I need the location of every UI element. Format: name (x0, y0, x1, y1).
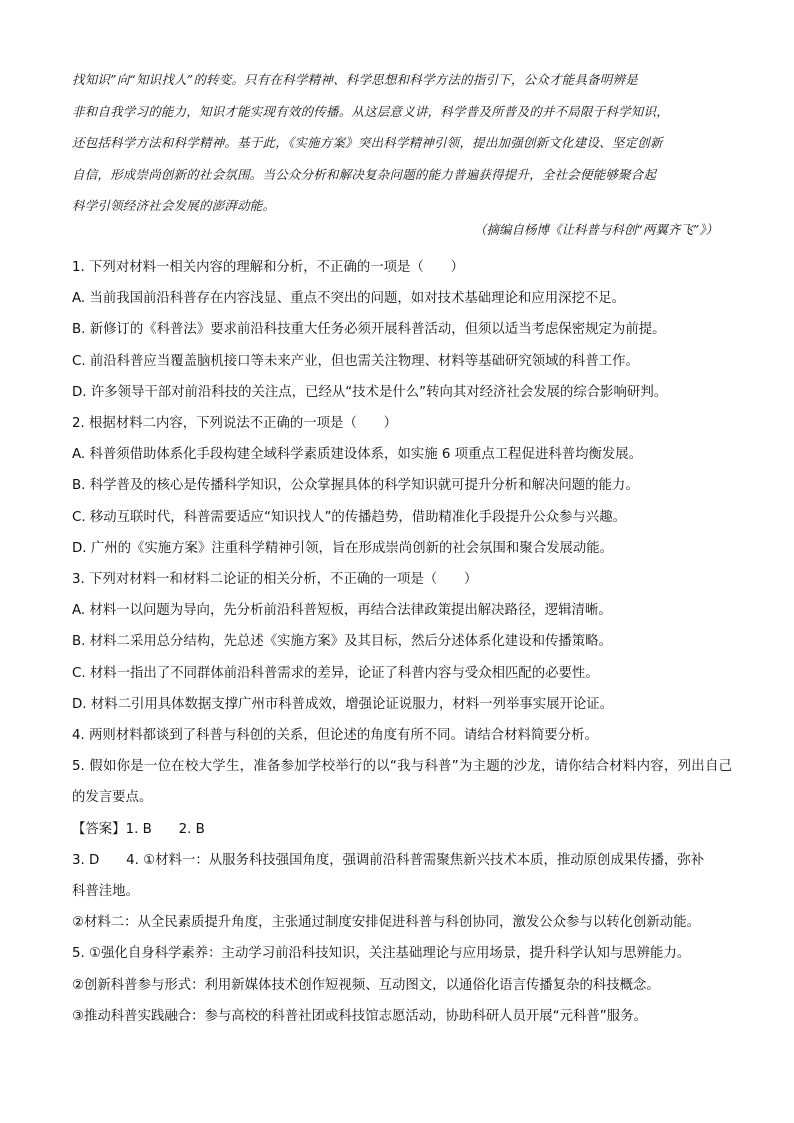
question-5-stem: 5. 假如你是一位在校大学生，准备参加学校举行的以“我与科普”为主题的沙龙，请你结合材料内容，列出自己的发言要点。 (72, 759, 732, 806)
question-3-option-d: D. 材料二引用具体数据支撑广州市科普成效，增强论证说服力，材料一列举事实展开论证。 (72, 696, 614, 712)
question-3-option-c: C. 材料一指出了不同群体前沿科普需求的差异，论证了科普内容与受众相匹配的必要性。 (72, 665, 599, 681)
question-2-option-a: A. 科普须借助体系化手段构建全域科学素质建设体系，如实施 6 项重点工程促进科普均衡发展。 (72, 447, 643, 463)
question-1-option-c: C. 前沿科普应当覆盖脑机接口等未来产业，但也需关注物理、材料等基础研究领域的科普工作。 (72, 353, 639, 369)
question-1-option-a: A. 当前我国前沿科普存在内容浅显、重点不突出的问题，如对技术基础理论和应用深挖不足。 (72, 291, 626, 307)
question-2-option-b: B. 科学普及的核心是传播科学知识，公众掌握具体的科学知识就可提升分析和解决问题的能力。 (72, 478, 639, 494)
question-1-option-d: D. 许多领导干部对前沿科技的关注点，已经从“技术是什么”转向其对经济社会发展的综合影响研判。 (72, 384, 668, 400)
question-3-option-a: A. 材料一以问题为导向，先分析前沿科普短板，再结合法律政策提出解决路径，逻辑清晰。 (72, 603, 612, 619)
answer-line-4: ②材料二：从全民素质提升角度，主张通过制度安排促进科普与科创协同，激发公众参与以转化创新动能。 (72, 915, 700, 931)
question-3-stem: 3. 下列对材料一和材料二论证的相关分析，不正确的一项是（ ） (72, 572, 478, 588)
answer-line-6: ②创新科普参与形式：利用新媒体技术创作短视频、互动图文，以通俗化语言传播复杂的科技概念。 (72, 977, 660, 993)
question-2-stem: 2. 根据材料二内容，下列说法不正确的一项是（ ） (72, 416, 398, 432)
passage-line: 还包括科学方法和科学精神。基于此，《实施方案》突出科学精神引领，提出加强创新文化建设、坚定创新 (72, 135, 663, 150)
answer-line-2: 3. D 4. ①材料一：从服务科技强国角度，强调前沿科普需聚焦新兴技术本质，推动原创成果传播，弥补 (72, 852, 705, 868)
answer-line-5: 5. ①强化自身科学素养：主动学习前沿科技知识，关注基础理论与应用场景，提升科学认知与思辨能力。 (72, 946, 691, 962)
question-3-option-b: B. 材料二采用总分结构，先总述《实施方案》及其目标，然后分述体系化建设和传播策略。 (72, 634, 612, 650)
answer-line-3: 科普洼地。 (72, 884, 139, 900)
question-list (72, 252, 732, 1032)
passage-source: （摘编自杨博《让科普与科创“两翼齐飞”》） (473, 222, 718, 237)
passage-line: 找知识”向“知识找人”的转变。只有在科学精神、科学思想和科学方法的指引下，公众才能具备明辨是 (72, 72, 638, 87)
answer-line-1 (72, 814, 732, 845)
passage-line: 科学引领经济社会发展的澎湃动能。 (72, 198, 276, 213)
answer-tag: 【答案】 (72, 821, 126, 837)
question-4-stem: 4. 两则材料都谈到了科普与科创的关系，但论述的角度有所不同。请结合材料简要分析。 (72, 728, 598, 744)
question-1-stem: 1. 下列对材料一相关内容的理解和分析，不正确的一项是（ ） (72, 260, 464, 275)
passage-line: 非和自我学习的能力，知识才能实现有效的传播。从这层意义讲，科学普及所普及的并不局限于科学知识， (72, 103, 669, 119)
passage-text (72, 64, 730, 222)
answer-text: 1. B 2. B (125, 821, 205, 837)
question-2-option-d: D. 广州的《实施方案》注重科学精神引领，旨在形成崇尚创新的社会氛围和聚合发展动能。 (72, 540, 614, 556)
question-2-option-c: C. 移动互联时代，科普需要适应“知识找人”的传播趋势，借助精准化手段提升公众参与兴趣。 (72, 509, 626, 525)
answer-line-7: ③推动科普实践融合：参与高校的科普社团或科技馆志愿活动，协助科研人员开展“元科普”服务。 (72, 1008, 647, 1024)
passage-line: 自信，形成崇尚创新的社会氛围。当公众分析和解决复杂问题的能力普遍获得提升，全社会便能够聚合起 (72, 166, 657, 182)
question-1-option-b: B. 新修订的《科普法》要求前沿科技重大任务必须开展科普活动，但须以适当考虑保密规定为前提。 (72, 322, 666, 338)
